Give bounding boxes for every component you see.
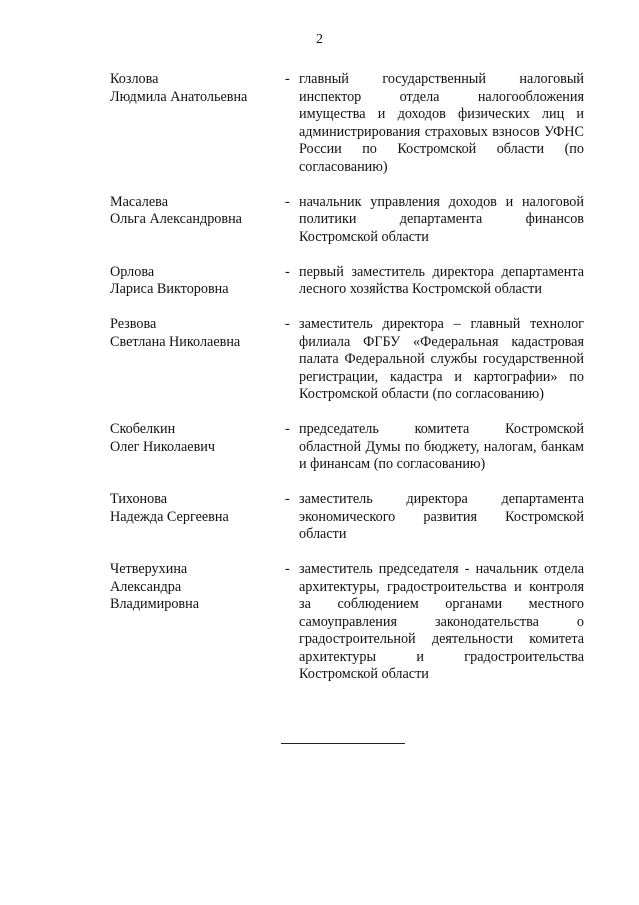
member-role: заместитель директора департамента экономического развития Костромской области <box>299 491 584 542</box>
member-role: первый заместитель директора департамента лесного хозяйства Костромской области <box>299 263 584 297</box>
member-surname: Козлова <box>110 71 159 87</box>
member-surname: Масалева <box>110 193 168 210</box>
member-surname: Орлова <box>110 263 155 280</box>
member-name <box>110 491 285 526</box>
member-given-names: Лариса Викторовна <box>110 281 229 297</box>
member-given-names: Надежда Сергеевна <box>110 508 229 525</box>
member-name <box>110 264 285 299</box>
member-surname: Тихонова <box>110 491 168 507</box>
member-role: главный государственный налоговый инспектор отдела налогообложения имущества и доходов физических лиц и администрирования страховых взносов УФНС России по Костромской области (по согласованию) <box>299 71 584 175</box>
member-name <box>110 421 285 456</box>
dash-separator: - <box>285 316 290 332</box>
member-given-names: Людмила Анатольевна <box>110 88 248 105</box>
member-name <box>110 194 285 229</box>
member-entry <box>110 71 584 176</box>
member-entry <box>110 561 584 684</box>
dash-separator: - <box>285 263 290 280</box>
member-surname: Резвова <box>110 316 157 332</box>
member-given-names: Олег Николаевич <box>110 438 216 455</box>
member-role: заместитель директора – главный технолог филиала ФГБУ «Федеральная кадастровая палата Федеральной службы государственной регистрации, кадастра и картографии» по Костромской области (по согласованию) <box>299 316 584 402</box>
commission-member-list <box>110 71 584 701</box>
member-given-names: Ольга Александровна <box>110 211 242 227</box>
member-role: заместитель председателя - начальник отдела архитектуры, градостроительства и контроля за соблюдением органами местного самоуправления законодательства о градостроительной деятельности комитета архитектуры и градостроительства Костромской области <box>299 561 584 682</box>
page-number: 2 <box>316 32 323 47</box>
member-role: начальник управления доходов и налоговой политики департамента финансов Костромской области <box>299 193 584 245</box>
member-role: председатель комитета Костромской областной Думы по бюджету, налогам, банкам и финансам (по согласованию) <box>299 421 584 472</box>
member-surname: Скобелкин <box>110 421 176 437</box>
member-given-names: Светлана Николаевна <box>110 333 241 350</box>
end-of-list-rule <box>281 743 405 744</box>
member-given-names: Александра <box>110 578 182 595</box>
member-surname: Четверухина <box>110 561 188 577</box>
member-entry <box>110 491 584 544</box>
member-name <box>110 316 285 351</box>
member-entry <box>110 316 584 404</box>
dash-separator: - <box>285 561 290 577</box>
member-entry <box>110 264 584 299</box>
dash-separator: - <box>285 71 290 87</box>
dash-separator: - <box>285 491 290 507</box>
dash-separator: - <box>285 421 290 437</box>
member-name <box>110 71 285 106</box>
dash-separator: - <box>285 193 290 210</box>
member-name <box>110 561 285 614</box>
member-entry <box>110 421 584 474</box>
member-patronymic: Владимировна <box>110 596 199 612</box>
member-entry <box>110 194 584 247</box>
